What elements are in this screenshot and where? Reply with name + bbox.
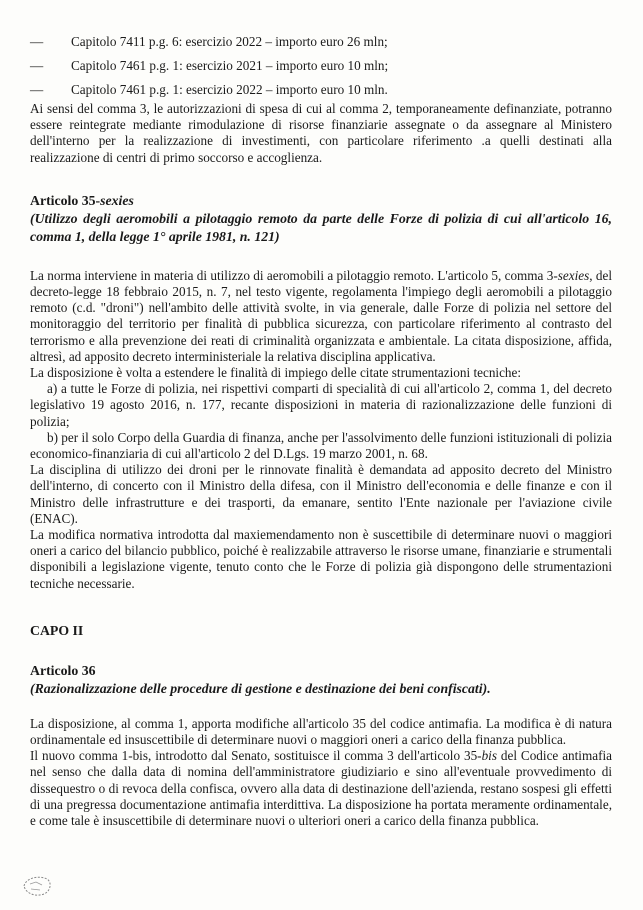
article-35-paragraph-2: La disposizione è volta a estendere le finalità di impiego delle citate strumentazioni tecniche: — [30, 365, 522, 381]
document-page — [30, 24, 612, 829]
capo-heading: CAPO II — [30, 622, 84, 638]
stamp-mark — [20, 872, 54, 898]
list-item — [30, 58, 612, 74]
article-35-paragraph-4: La modifica normativa introdotta dal maxiemendamento non è suscettibile di determinare nuovi o maggiori oneri a carico del bilancio pubblico, poiché è realizzabile attraverso le risorse umane, finanziarie e strumentali disponibili a legislazione vigente, tenuto conto che le Forze di polizia già dispongono delle strumentazioni tecniche necessarie. — [30, 527, 612, 591]
list — [30, 34, 612, 98]
article-35-heading: Articolo 35-sexies — [30, 192, 134, 208]
article-35-item-b: b) per il solo Corpo della Guardia di finanza, anche per l'assolvimento delle funzioni istituzionali di polizia economico-finanziaria di cui all'articolo 2 del D.Lgs. 19 marzo 2001, n. 68. — [30, 429, 612, 462]
list-dash: — — [30, 82, 44, 97]
article-36-heading: Articolo 36 — [30, 662, 96, 678]
article-35-subtitle: (Utilizzo degli aeromobili a pilotaggio remoto da parte delle Forze di polizia di cui all'articolo 16, comma 1, della legge 1° aprile 1981, n. 121) — [30, 210, 612, 244]
article-36-paragraph-1: La disposizione, al comma 1, apporta modifiche all'articolo 35 del codice antimafia. La modifica è di natura ordinamentale ed insuscettibile di determinare nuovi o maggiori oneri a carico della finanza pubblica. — [30, 715, 612, 748]
article-35-paragraph-1: La norma interviene in materia di utilizzo di aeromobili a pilotaggio remoto. L'articolo 5, comma 3-sexies, del decreto-legge 18 febbraio 2015, n. 7, nel testo vigente, regolamenta l'impiego degli aeromobili a pilotaggio remoto (c.d. "droni") nell'ambito delle attività svolte, in via generale, dalle Forze di polizia nel settore del monitoraggio del territorio per finalità di pubblica sicurezza, con particolare riferimento al contrasto del terrorismo e alla prevenzione dei reati di criminalità organizzata e ambientale. La citata disposizione, affida, altresì, ad apposito decreto interministeriale la relativa disciplina applicativa. — [30, 267, 612, 364]
list-item — [30, 34, 612, 50]
list-dash: — — [30, 58, 44, 73]
list-item-text: Capitolo 7411 p.g. 6: esercizio 2022 – importo euro 26 mln; — [71, 34, 388, 49]
list-item — [30, 82, 612, 98]
list-dash: — — [30, 34, 44, 49]
article-35-paragraph-3: La disciplina di utilizzo dei droni per le rinnovate finalità è demandata ad apposito decreto del Ministro dell'interno, di concerto con il Ministro della difesa, con il Ministro dell'economia e delle finanze e con il Ministro delle infrastrutture e dei trasporti, da emanare, sentito l'Ente nazionale per l'aviazione civile (ENAC). — [30, 462, 612, 526]
paragraph-intro: Ai sensi del comma 3, le autorizzazioni di spesa di cui al comma 2, temporaneamente definanziate, potranno essere reintegrate mediante rimodulazione di risorse finanziarie assegnate o da assegnare al Ministero dell'interno per la realizzazione di investimenti, con particolare riferimento .a quelli destinati alla realizzazione di centri di primo soccorso e accoglienza. — [30, 101, 612, 165]
article-36-subtitle: (Razionalizzazione delle procedure di gestione e destinazione dei beni confiscati). — [30, 680, 491, 696]
article-36-paragraph-2: Il nuovo comma 1-bis, introdotto dal Senato, sostituisce il comma 3 dell'articolo 35-bis del Codice antimafia nel senso che dalla data di nomina dell'amministratore giudiziario e sino all'eventuale provvedimento di dissequestro o di revoca della confisca, ovvero alla data di destinazione dell'azienda, restano sospesi gli effetti di una pregressa documentazione antimafia interdittiva. La disposizione ha portata meramente ordinamentale, e come tale è insuscettibile di determinare nuovi o ulteriori oneri a carico della finanza pubblica. — [30, 748, 612, 829]
list-item-text: Capitolo 7461 p.g. 1: esercizio 2022 – importo euro 10 mln. — [71, 82, 388, 97]
list-item-text: Capitolo 7461 p.g. 1: esercizio 2021 – importo euro 10 mln; — [71, 58, 389, 73]
article-35-item-a: a) a tutte le Forze di polizia, nei rispettivi comparti di specialità di cui all'articolo 2, comma 1, del decreto legislativo 19 agosto 2016, n. 177, recante disposizioni in materia di razionalizzazione delle funzioni di polizia; — [30, 381, 612, 429]
